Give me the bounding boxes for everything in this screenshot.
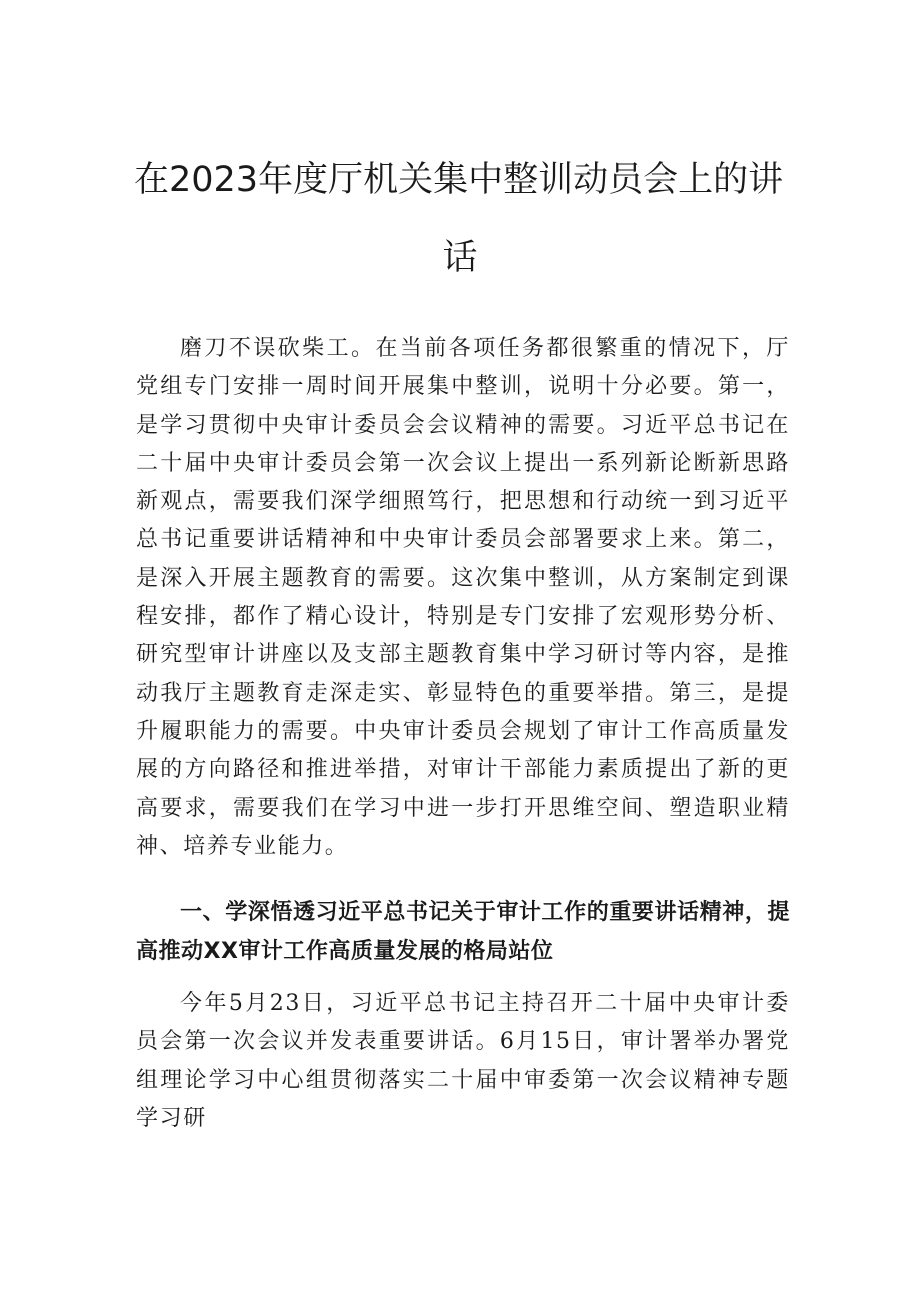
intro-paragraph: 磨刀不误砍柴工。在当前各项任务都很繁重的情况下，厅党组专门安排一周时间开展集中整训，说明十分必要。第一，是学习贯彻中央审计委员会会议精神的需要。习近平总书记在二十届中央审计委员会第一次会议上提出一系列新论断新思路新观点，需要我们深学细照笃行，把思想和行动统一到习近平总书记重要讲话精神和中央审计委员会部署要求上来。第二，是深入开展主题教育的需要。这次集中整训，从方案制定到课程安排，都作了精心设计，特别是专门安排了宏观形势分析、研究型审计讲座以及支部主题教育集中学习研讨等内容，是推动我厅主题教育走深走实、彰显特色的重要举措。第三，是提升履职能力的需要。中央审计委员会规划了审计工作高质量发展的方向路径和推进举措，对审计干部能力素质提出了新的更高要求，需要我们在学习中进一步打开思维空间、塑造职业精神、培养专业能力。 (136, 336, 790, 859)
document-title-line-2: 话 (442, 238, 478, 278)
section-1-paragraph: 今年5月23日，习近平总书记主持召开二十届中央审计委员会第一次会议并发表重要讲话。6月15日，审计署举办署党组理论学习中心组贯彻落实二十届中审委第一次会议精神专题学习研 (136, 991, 790, 1131)
section-heading-1: 一、学深悟透习近平总书记关于审计工作的重要讲话精神，提高推动XX审计工作高质量发展的格局站位 (136, 900, 790, 964)
document-title-line-1: 在2023年度厅机关集中整训动员会上的讲 (134, 160, 784, 200)
